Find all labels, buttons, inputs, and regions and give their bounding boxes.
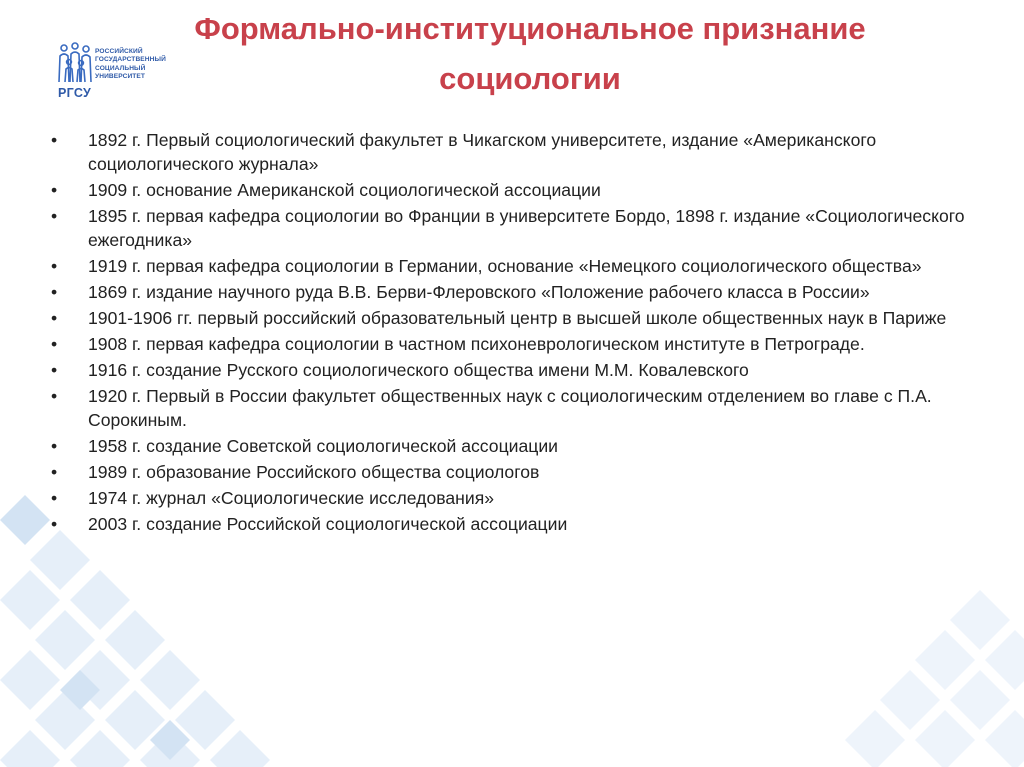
list-item-text: 1916 г. создание Русского социологического общества имени М.М. Ковалевского (88, 360, 749, 380)
bullet-icon: • (51, 386, 58, 406)
list-item (51, 460, 1011, 484)
bullet-icon: • (51, 436, 58, 456)
bullet-icon: • (51, 180, 58, 200)
list-item-text: 2003 г. создание Российской социологической ассоциации (88, 514, 568, 534)
logo-abbreviation: РГСУ (58, 86, 92, 100)
list-item-text: 1909 г. основание Американской социологической ассоциации (88, 180, 601, 200)
list-item-text: 1958 г. создание Советской социологической ассоциации (88, 436, 558, 456)
list-item (51, 204, 1011, 252)
bullet-icon: • (51, 130, 58, 150)
bullet-icon: • (51, 514, 58, 534)
list-item-text: 1974 г. журнал «Социологические исследования» (88, 488, 495, 508)
list-item-text: 1901-1906 гг. первый российский образовательный центр в высшей школе общественных наук в Париже (88, 308, 947, 328)
slide-title-line-1: Формально-институциональное признание (194, 11, 866, 46)
list-item (51, 512, 1011, 536)
slide-title-line-2: социологии (439, 61, 621, 96)
list-item-text: 1908 г. первая кафедра социологии в частном психоневрологическом институте в Петрограде. (88, 334, 865, 354)
list-item (51, 254, 1011, 278)
list-item (51, 128, 1011, 176)
slide-title (130, 4, 930, 104)
list-item (51, 358, 1011, 382)
timeline-bullet-list (51, 128, 1011, 538)
list-item (51, 306, 1011, 330)
bullet-icon: • (51, 462, 58, 482)
bullet-icon: • (51, 360, 58, 380)
list-item (51, 332, 1011, 356)
logo-line: ГОСУДАРСТВЕННЫЙ (95, 56, 166, 64)
bullet-icon: • (51, 488, 58, 508)
bullet-icon: • (51, 334, 58, 354)
logo-line: СОЦИАЛЬНЫЙ (95, 64, 146, 72)
list-item (51, 434, 1011, 458)
list-item (51, 178, 1011, 202)
logo-line: УНИВЕРСИТЕТ (95, 73, 146, 81)
list-item (51, 384, 1011, 432)
bullet-icon: • (51, 256, 58, 276)
logo-line: РОССИЙСКИЙ (95, 48, 143, 55)
list-item (51, 486, 1011, 510)
bullet-icon: • (51, 206, 58, 226)
list-item-text: 1919 г. первая кафедра социологии в Германии, основание «Немецкого социологического общества» (88, 256, 922, 276)
people-emblem-icon (56, 42, 94, 84)
bullet-icon: • (51, 308, 58, 328)
list-item-text: 1920 г. Первый в России факультет общественных наук с социологическим отделением во главе с П.А. Сорокиным. (88, 386, 932, 430)
bullet-icon: • (51, 282, 58, 302)
list-item-text: 1989 г. образование Российского общества социологов (88, 462, 540, 482)
list-item-text: 1895 г. первая кафедра социологии во Франции в университете Бордо, 1898 г. издание «Социологического ежегодника» (88, 206, 965, 250)
list-item-text: 1869 г. издание научного руда В.В. Берви-Флеровского «Положение рабочего класса в России» (88, 282, 870, 302)
list-item (51, 280, 1011, 304)
list-item-text: 1892 г. Первый социологический факультет в Чикагском университете, издание «Американского социологического журнала» (88, 130, 877, 174)
